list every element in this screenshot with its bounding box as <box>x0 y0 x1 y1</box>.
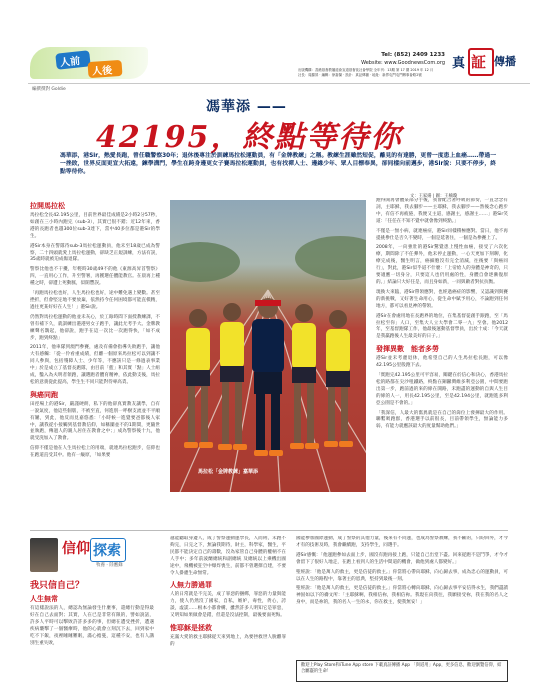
paragraph: 港Sir感慨：「他運跑參如去面上步，國沒有跑再接上跑，只能自己出堂下盡。回來從跑不是鬥爭，才今才會留下了很好人地走，在跑上看到人的生活中間道的機會，做他到處人都變好。」 <box>296 552 508 565</box>
faith-explore-sub: 牧養 · 陸應錄 <box>96 563 123 568</box>
logo-text-top: 人前 <box>59 55 81 70</box>
paragraph: 跑得開再會體某部分手後，我會配合著呼吸的節奏，一直念念有詞，主耶穌，我去腳步——主耶穌，我去腳步——然後念心跑步中，有信不再疲倦，我便又主道，感謝主，感謝主……」港Sir笑道：「任任在不知不覺中就會像到終點。」 <box>376 198 508 224</box>
bottom-divider <box>30 530 508 531</box>
paragraph: 現換大來臨，港Sir帶領應對，也經過癌症的影響，又認識到與賽的新挑戰，又好著生命用心，從生命中賦予用心，不論跑到任何地方，都可以看見神的帶領。 <box>376 289 508 309</box>
paragraph: 港Sir本身在警隊待sub-3馬拉松運動員，他未至18歲已成為警察，二十四頭就愛上馬拉松運動，卻缺乏正規訓練，方法有誤，35歲時就被迫成傷退隊。 <box>30 243 160 263</box>
bottom-column-2-body-3 <box>170 635 286 649</box>
photo-caption: 馬拉松「金牌教練」嘉華添 <box>198 469 259 475</box>
faith-explore-title-bottom: 探索 <box>93 543 121 559</box>
credit-top: 編撰撰對 Goldie <box>32 87 66 92</box>
contact-tel: Tel: (852) 2409 1233 <box>381 52 445 58</box>
header-meta-line-2: 社長：周錦屏 · 編輯：徐嘉傑 · 設計：真証傳播 · 地址：新界屯門屯門鄉事會路2號 <box>298 73 422 77</box>
heading-only-believe-self: 我只信自己？ <box>30 581 85 591</box>
app-download-text: 歡迎上Play Store和iTune App store 下載真証傳播 App 「與道用」App，更多信息，歡迎瀏覽信仰，結合屬靈的生命！ <box>301 663 502 674</box>
heading-sin: 人無力勝過罪 <box>170 581 212 590</box>
byline: 文：王家揚 | 圖：王楠瓊 <box>410 194 458 199</box>
paragraph: 充滿大愛的救主耶穌從天來到地上，為要拯救世人脫離罪的 <box>170 635 286 647</box>
photo-scene <box>170 200 366 492</box>
paragraph: 「我深信，人最大的奮異就是在自己的崗位上發揮最大的作用。聯繫吸跑群，香港選手以前很長，目前帶領學生，無論能力多弱，有能力就應該最大的度量幫助他們。」 <box>376 410 508 430</box>
top-divider <box>28 83 530 84</box>
column-2-body-2 <box>376 356 508 431</box>
paragraph: 人的日常就是不完美，成了罪惡的捆綁，罪惡的力量與能力，使人仍然沒了國家，自私，嫉妒，毒性，貪心，誇談，虛謊……根本小都會構，雖然許多人明知它是罪惡，又明知如果做會是錯，但還是沒法控制，最後要面死悔。 <box>170 592 286 619</box>
logo-text-bottom: 人後 <box>91 65 113 78</box>
faith-explore-banner <box>30 536 150 574</box>
bottom-column-2-body <box>170 536 286 577</box>
paragraph: 港Sir在會處用地在長跑界的地位，在集基督徒創手跟跑，至「馬拉松至你」人口，至集大人立大學會二零一九」至會。他2012年，至基督跑隊工作，他最後運動基督學員，出於十成：「今天就是我贏跑後人生最美好的日子。」 <box>376 313 508 340</box>
runners-photo <box>170 200 366 492</box>
paragraph: 2008年，一向強壯的港Sir驚覺患上慢性血癌，接受了六次化療，期間除了不任彈外，他未停止運動，一心天更加下刻聊，化療完成後，醫生明言，癌細胞沒有完全消滅，往後要「與癌同行」，對此，港Sir似乎道不什麼：「上帝給人的身體是神奇的，只要適應一切身分，只要這人也仍用處的性，身體自會逐漸復原的。」結論只大好任是，而且身如新，一同與敵者對抗抗衡。 <box>376 245 508 285</box>
paragraph: 田徑場上的港Sir，嚴謹硬朗，私下的他卻真實教友讓學，自有一說氣度，他這些個版，不被至直，何進別一呼樹支流並不平順有屢，到此，他反而見嘉悠悉：「小時候一進覺要爸都後人家中，讓我從小接觸到基督教信仰，如稱團並不的1期間，更隨世並執跑，傳過人的親人居住在教會之中；」成為警察後十九，他就受洗加入了教會。 <box>30 401 160 442</box>
logo-banner <box>30 47 150 81</box>
heading-salvation: 惟耶穌是拯救 <box>170 624 212 633</box>
paragraph: 警察比他也不干擾，年輕時30歲49不的他《東源高昇首警察》四，一直用心工作，升至警署，再獲選任體能教官。在晨再上種種之時，卻遭上死動脈，似開豐誤。 <box>30 267 160 287</box>
paragraph: 港Sir並未考慮退休，他希望自己的人生馬拉松長跑，可以像42.195公里般跑下去。 <box>376 356 508 369</box>
paragraph: 仍然對馬拉松運動的他並未灰心，於工餘時間下面授教練課，不曾有補下久，就訓練出港港男女子跑手，讓此尤考手大。金牌教練聲名鵲起，他卻說，跑手在這一次比一次跑得快，「如不成步，跑到終點」 <box>30 314 160 341</box>
app-download-box[interactable] <box>296 660 508 682</box>
author-avatar <box>30 538 58 572</box>
paragraph: 聖經說：「他是萬人的救主，更是信徒的救主。」你當將心轉向耶穌，向心歸去事平安信得永生，我們盡讀神固如以下的禱文所：「主耶穌啊，我相信祢，我相信祢。我現在向我往，我願接受祢，我在我的名人之身中，而是祢的，我的名人一生的永，你在救主，使我無安！」 <box>296 586 508 606</box>
paragraph: 國能參加國際運動，成了警察的其他力量，後來有不同運，也成為警察教練，我不斷的，只盼回外，才今才有的技術及時，我會繼續跑，支持學生，同選手。 <box>296 536 508 548</box>
header <box>0 0 541 78</box>
paragraph: 越能聽取身邊人，成了警察運動運學長，人而則，未跑不夠完，日完之下，無論我期待，財主，科學家，醫生，平民都不能決定自己的壽數，沒為家管自己身體的權柄不在人手中；多年前波蘭總統和副總統 及總統以上乘機出國途中，飛機被狂空中爆炸喪生，前都不曾選擇自建，不要令人掛慮生命無常。 <box>170 536 286 576</box>
section-heading-potential: 發揮異數 能者多勞 <box>376 345 439 354</box>
section-heading-marathon: 拉開馬拉松 <box>30 202 65 210</box>
paragraph: 馬拉松全長42.195公里，目前世界最佳成績是2小時2分57秒，如創在三小時內跑完（sub-3），其實已很不錯；近12年來，香港的長跑者也越300位sub-3達下，當中40多位都是港Sir的學生。 <box>30 213 160 239</box>
subheading-impermanence: 人生無常 <box>30 595 58 603</box>
brand-char: 真 <box>452 56 466 71</box>
paragraph: 2011年，他車隊到澳門參賽，處及有備會指導失敗跑手，讓他大有感觸：「從一伶看重成績，但離一個原來馬拉松可以到讓不同人參與，包括殘障人士、少年等，不應該只是一條過表事業中」於是成立了基督長跑隊，由目前「藍」和其實「點」人士組成，鑿入為夫明者領跑，讓選跑者體育精神，依此動支後，馬拉松的意義從此提高，學生生不同只能對待專高責。 <box>30 345 160 385</box>
column-1-body-2 <box>30 402 160 460</box>
brand-logo <box>452 48 532 76</box>
paragraph: 不僅是一無小病，就連癌症，港Sir同樣積極應對。當日，他不再提挑參仕是否久不變時，一個是延著住，一個是為參賽上了。 <box>376 228 508 241</box>
section-heading-cancer: 與癌同跑 <box>30 390 58 399</box>
column-1-body <box>30 213 160 387</box>
bottom-column-1-body <box>30 606 154 647</box>
paragraph: 有這樣說法的人，總認為無論發生什麼事，還總行動是得最好在自己去面對；其實，人在已是非常有限的，譬如說話，許多人平時可以擊敗許許多多的事，但總在遭受挫折，遭遇疾病襲擊了一個醫療時，他的心就會立刻沉下去，回到家中吃不下飯，夜裡睡睡難眠，滿心擔憂，這種不安，也有人講別生重失敗， <box>30 606 154 646</box>
paragraph: 「實跑完42.195公里可平容易，關鍵在於信心和決心，香港馬拉松的路都在尖沙咀鐵路，終點在銅鑼灣維多利亞公園，中間要跑出第一步，跑前過的來的條在開路，未跑盡的運動的自與人生目的條的人一，用長42.195公里，至是42.194公里，就跑進多利亞公園是不會的。」 <box>376 373 508 406</box>
column-2-body <box>376 198 508 341</box>
faith-explore-title-top: 信仰 <box>62 541 90 557</box>
intro-text: 馮華添，港Sir，熱愛長跑，曾任職警察30年；退休後專注於訓練馬拉松運動員，有「金牌教練」之稱。教練生涯雖然短促，離見的有達勝，更曾一度患上血癌……帶過一一挫敗，世界反面更宣大拓遠，鍊學溝門，學生在跨身邊更女子賽馬拉松運動員，也有找禪人士、邊緣少年、眾人目標奉異，卻同樣向前邁步，港Sir說：只要不停步，終點等待你。 <box>60 153 496 175</box>
header-meta-line-1: 出版機構：香港基督教播道會宣道基督徒社會學院 全年刊：13期 第 17 期 2019 年 12 月 <box>298 68 434 72</box>
bottom-column-2-body-2 <box>170 592 286 620</box>
bottom-column-1 <box>30 578 154 686</box>
brand-suffix: 傳播 <box>494 55 516 68</box>
column-2 <box>376 198 508 528</box>
brand-box-char: 証 <box>471 53 487 71</box>
title-main: 42195，終點等待你 <box>96 120 403 155</box>
bottom-column-2 <box>170 536 286 686</box>
bottom-column-3-body <box>296 536 508 607</box>
column-1 <box>30 198 160 526</box>
paragraph: 聖經說：「他是萬人的救主，更是信徒的救主。」你當將心帶向耶穌，向心歸去事，成為忠心的運動員，可以在人生的路程中，靠著主的恩典，堅持到最後一刻。 <box>296 569 508 582</box>
intro-initial-block <box>60 152 496 188</box>
paragraph: 「再跑馬拉松也好，人生馬拉松也好，途中難免遇上變數。甚至挫折，但會堅定地不要放棄，依然持今任何困境都可能直模精，過往更某好好在人生！」港Sir說。 <box>30 291 160 310</box>
contact-web[interactable]: Website: www.GoodnewsCom.org <box>361 60 445 66</box>
runner-figures <box>184 298 353 456</box>
bottom-column-3 <box>296 536 508 656</box>
title-name: 馮華添 —— <box>206 99 287 115</box>
paragraph: 信仰不僅是他在人生馬拉松上的用端，就連馬拉松跑步，信仰也在跑道直受其中。他有一級原，「如果要 <box>30 446 160 459</box>
